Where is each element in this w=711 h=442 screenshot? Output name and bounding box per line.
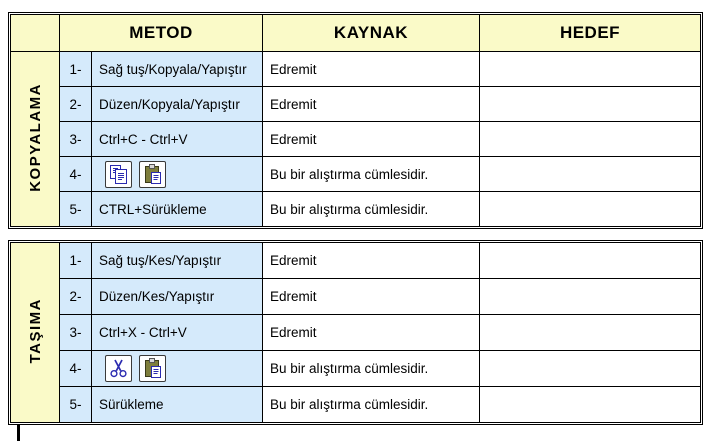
column-header-metod: METOD — [60, 15, 263, 52]
row-number-cell[interactable]: 5- — [60, 387, 92, 423]
paste-icon — [139, 355, 166, 382]
method-cell[interactable]: Düzen/Kopyala/Yapıştır — [92, 87, 263, 122]
table-row — [11, 351, 701, 387]
table-row — [11, 243, 701, 279]
hedef-cell[interactable] — [480, 157, 701, 192]
table-row — [11, 315, 701, 351]
tasima-table — [10, 242, 701, 423]
kaynak-cell[interactable]: Bu bir alıştırma cümlesidir. — [263, 192, 480, 227]
row-number-cell[interactable]: 2- — [60, 87, 92, 122]
hedef-cell[interactable] — [480, 387, 701, 423]
copy-icon — [105, 161, 132, 188]
method-cell[interactable]: CTRL+Sürükleme — [92, 192, 263, 227]
section-label-tasima — [11, 243, 60, 423]
row-number-cell[interactable]: 4- — [60, 157, 92, 192]
method-cell[interactable]: Düzen/Kes/Yapıştır — [92, 279, 263, 315]
table-row — [11, 122, 701, 157]
icon-group — [99, 161, 262, 188]
section-label-kopyalama — [11, 52, 60, 227]
kaynak-cell[interactable]: Edremit — [263, 52, 480, 87]
row-number-cell[interactable]: 3- — [60, 122, 92, 157]
table-row — [11, 279, 701, 315]
row-number-cell[interactable]: 4- — [60, 351, 92, 387]
kaynak-cell[interactable]: Bu bir alıştırma cümlesidir. — [263, 157, 480, 192]
kaynak-cell[interactable]: Edremit — [263, 243, 480, 279]
method-cell-icons[interactable] — [92, 157, 263, 192]
kaynak-cell[interactable]: Edremit — [263, 315, 480, 351]
hedef-cell[interactable] — [480, 315, 701, 351]
table-row — [11, 192, 701, 227]
kaynak-cell[interactable]: Bu bir alıştırma cümlesidir. — [263, 387, 480, 423]
section-label-text: KOPYALAMA — [26, 83, 44, 192]
tasima-table-border — [8, 240, 703, 425]
column-header-hedef: HEDEF — [480, 15, 701, 52]
kopyalama-table — [10, 14, 701, 227]
row-number-cell[interactable]: 1- — [60, 52, 92, 87]
section-label-text: TAŞIMA — [26, 298, 44, 364]
table-header-row — [11, 15, 701, 52]
row-number-cell[interactable]: 5- — [60, 192, 92, 227]
kaynak-cell[interactable]: Edremit — [263, 122, 480, 157]
cut-icon — [105, 355, 132, 382]
icon-group — [99, 355, 262, 382]
hedef-cell[interactable] — [480, 122, 701, 157]
kaynak-cell[interactable]: Bu bir alıştırma cümlesidir. — [263, 351, 480, 387]
kaynak-cell[interactable]: Edremit — [263, 87, 480, 122]
row-number-cell[interactable]: 1- — [60, 243, 92, 279]
kopyalama-table-border — [8, 12, 703, 229]
hedef-cell[interactable] — [480, 279, 701, 315]
method-cell-icons[interactable] — [92, 351, 263, 387]
hedef-cell[interactable] — [480, 87, 701, 122]
method-cell[interactable]: Sağ tuş/Kes/Yapıştır — [92, 243, 263, 279]
method-cell[interactable]: Ctrl+C - Ctrl+V — [92, 122, 263, 157]
table-row — [11, 52, 701, 87]
table-row — [11, 387, 701, 423]
hedef-cell[interactable] — [480, 192, 701, 227]
table-row — [11, 157, 701, 192]
kaynak-cell[interactable]: Edremit — [263, 279, 480, 315]
method-cell[interactable]: Ctrl+X - Ctrl+V — [92, 315, 263, 351]
paste-icon — [139, 161, 166, 188]
method-cell[interactable]: Sağ tuş/Kopyala/Yapıştır — [92, 52, 263, 87]
hedef-cell[interactable] — [480, 52, 701, 87]
row-number-cell[interactable]: 2- — [60, 279, 92, 315]
table-row — [11, 87, 701, 122]
text-cursor — [17, 424, 20, 441]
hedef-cell[interactable] — [480, 351, 701, 387]
column-header-kaynak: KAYNAK — [263, 15, 480, 52]
corner-cell — [11, 15, 60, 52]
method-cell[interactable]: Sürükleme — [92, 387, 263, 423]
row-number-cell[interactable]: 3- — [60, 315, 92, 351]
hedef-cell[interactable] — [480, 243, 701, 279]
